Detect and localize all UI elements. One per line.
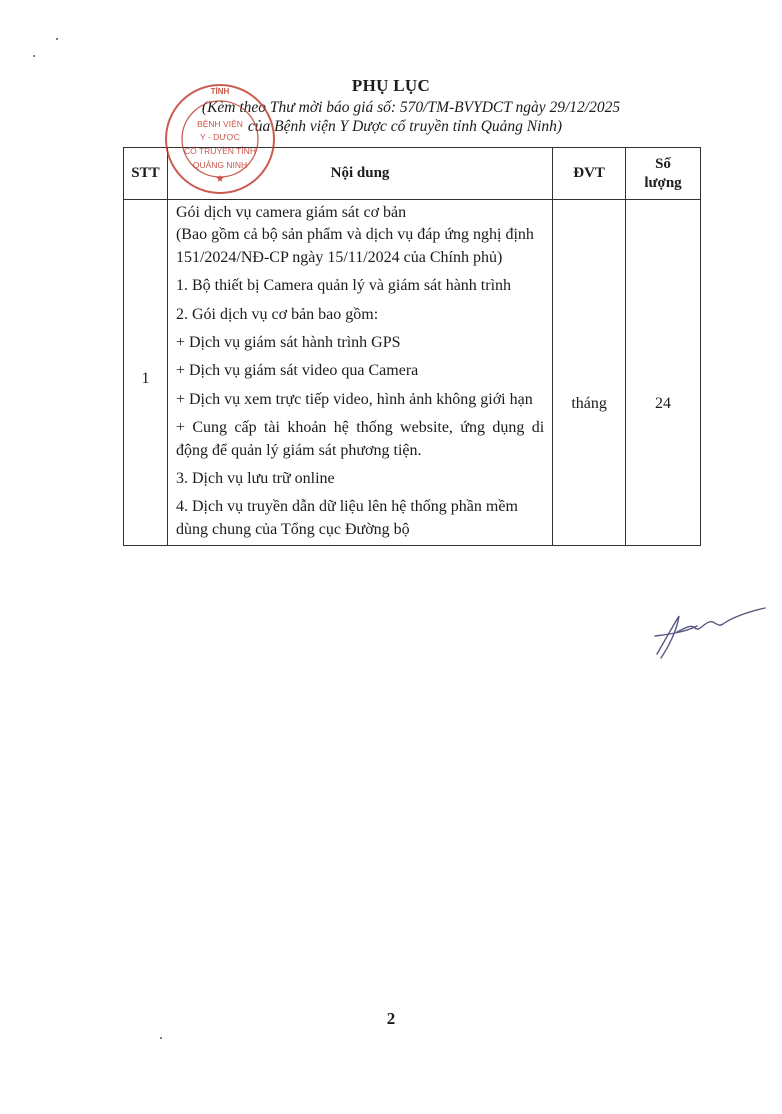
page-number: 2: [386, 1009, 396, 1028]
header-unit: ĐVT: [553, 148, 626, 200]
appendix-subtitle-line2: của Bệnh viện Y Dược cổ truyền tỉnh Quảng Ninh): [247, 118, 563, 135]
svg-text:TỈNH: TỈNH: [210, 87, 230, 96]
row-quantity: 24: [626, 200, 701, 546]
svg-text:★: ★: [215, 174, 225, 185]
table-header-row: [124, 148, 701, 200]
content-line: Gói dịch vụ camera giám sát cơ bản: [175, 204, 407, 221]
appendix-subtitle-line1: (Kèm theo Thư mời báo giá số: 570/TM-BVYDCT ngày 29/12/2025: [201, 99, 621, 116]
header-quantity-label: Số lượng: [644, 155, 682, 191]
content-line: 2. Gói dịch vụ cơ bản bao gồm:: [175, 305, 379, 323]
content-line: + Dịch vụ giám sát hành trình GPS: [175, 333, 401, 351]
content-line: + Cung cấp tài khoản hệ thống website, ứng dụng di động để quản lý giám sát phương tiện.: [175, 419, 545, 459]
svg-text:CỔ TRUYỀN TỈNH: CỔ TRUYỀN TỈNH: [184, 146, 256, 156]
appendix-title: PHỤ LỤC: [351, 76, 431, 95]
header-stt: STT: [124, 148, 168, 200]
row-stt: 1: [124, 200, 168, 546]
svg-text:BỆNH VIỆN: BỆNH VIỆN: [197, 119, 243, 129]
table-row: [124, 200, 701, 546]
row-content: [167, 200, 552, 546]
scan-speck: [160, 1037, 162, 1039]
content-line: 3. Dịch vụ lưu trữ online: [175, 469, 335, 487]
scan-speck: [56, 38, 58, 40]
handwritten-signature: [651, 602, 769, 664]
content-line: + Dịch vụ giám sát video qua Camera: [175, 362, 419, 380]
content-line: 1. Bộ thiết bị Camera quản lý và giám sát hành trình: [175, 277, 512, 295]
svg-text:QUẢNG NINH: QUẢNG NINH: [192, 160, 248, 170]
content-line: + Dịch vụ xem trực tiếp video, hình ảnh không giới hạn: [175, 390, 533, 408]
content-line: 4. Dịch vụ truyền dẫn dữ liệu lên hệ thống phần mềm dùng chung của Tổng cục Đường bộ: [175, 498, 518, 538]
svg-text:Y - DƯỢC: Y - DƯỢC: [200, 132, 240, 142]
header-quantity: [626, 148, 701, 200]
header-content: Nội dung: [167, 148, 552, 200]
row-unit: tháng: [553, 200, 626, 546]
scan-speck: [33, 55, 35, 57]
appendix-table: [123, 147, 701, 546]
content-line: (Bao gồm cả bộ sản phẩm và dịch vụ đáp ứng nghị định 151/2024/NĐ-CP ngày 15/11/2024 của Chính phủ): [175, 226, 534, 266]
